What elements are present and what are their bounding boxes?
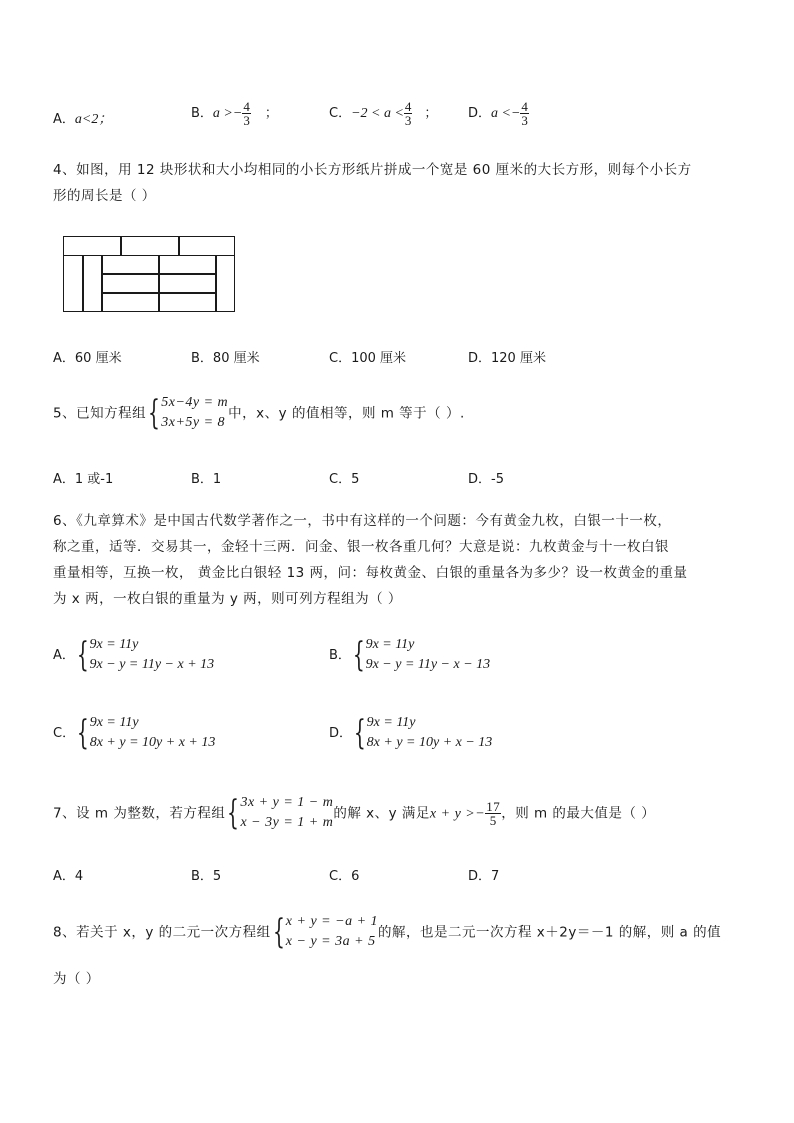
q7-fraction	[485, 800, 501, 827]
q6-option-d-system	[352, 713, 492, 754]
q8-suffix: 的解，也是二元一次方程 x＋2y＝－1 的解，则 a 的值	[378, 924, 722, 941]
q5-eq2: 3x+5y = 8	[161, 415, 226, 431]
q5-eq1: 5x−4y = m	[161, 395, 229, 410]
q6-option-a-system	[75, 635, 214, 676]
q7-mid: 的解 x、y 满足	[333, 805, 430, 822]
q6-option-c-label: C．	[53, 725, 76, 741]
q8-stem	[53, 912, 721, 953]
q7-den: 5	[489, 812, 497, 828]
q5-system	[146, 393, 228, 434]
q5-brace: {	[148, 393, 161, 434]
q3-option-a[interactable]	[53, 108, 112, 128]
q3-option-a-math: a<2；	[74, 112, 113, 127]
q3-option-d-den: 3	[521, 113, 528, 128]
q3-option-a-label: A．	[53, 112, 75, 127]
q4-option-c[interactable]: C．100 厘米	[329, 351, 407, 366]
q7-option-d[interactable]: D．7	[468, 869, 500, 884]
q3-option-c-den: 3	[404, 113, 412, 128]
q8-system	[271, 912, 378, 953]
figure-top-divider-2	[178, 236, 180, 256]
q6-option-c-system	[75, 713, 215, 754]
q3-option-b-fraction	[242, 100, 251, 127]
q5-option-d[interactable]: D．-5	[468, 472, 504, 487]
q8-eq1: x + y = −a + 1	[285, 914, 379, 929]
q3-option-c-post: ；	[424, 106, 438, 121]
q7-option-a[interactable]: A．4	[53, 869, 84, 884]
q8-prefix: 8、若关于 x，y 的二元一次方程组	[53, 924, 271, 941]
q6-option-c-brace: {	[76, 713, 89, 754]
figure-top-divider-1	[120, 236, 122, 256]
q5-option-b[interactable]: B．1	[191, 472, 222, 487]
q6-stem-line1: 6、《九章算术》是中国古代数学著作之一，书中有这样的一个问题：今有黄金九枚，白银一十一枚，	[53, 513, 672, 529]
q3-option-b-num: 4	[243, 99, 250, 114]
q6-option-c[interactable]	[53, 713, 215, 754]
q6-stem-line3: 重量相等，互换一枚， 黄金比白银轻 13 两，问：每枚黄金、白银的重量各为多少？设一枚黄金的重量	[53, 565, 688, 581]
q8-brace: {	[272, 912, 285, 953]
q6-option-d-eq2: 8x + y = 10y + x − 13	[366, 735, 493, 751]
q4-rectangle-figure	[63, 236, 235, 312]
q6-option-a-brace: {	[76, 635, 89, 676]
q4-stem-line2: 形的周长是（ ）	[53, 188, 156, 204]
q4-stem-line1: 4、如图，用 12 块形状和大小均相同的小长方形纸片拼成一个宽是 60 厘米的大长方形，则每个小长方	[53, 162, 692, 178]
q3-option-b-den: 3	[243, 113, 250, 128]
q6-option-b[interactable]	[329, 635, 490, 676]
q6-option-b-eq2: 9x − y = 11y − x − 13	[365, 657, 491, 673]
q3-option-d-fraction	[520, 100, 529, 127]
q7-option-c[interactable]: C．6	[329, 869, 360, 884]
q5-stem	[53, 393, 465, 434]
figure-left-strip-2	[101, 255, 103, 312]
figure-right-column	[215, 255, 217, 312]
q7-eq1: 3x + y = 1 − m	[240, 795, 334, 810]
q3-option-d-pre: a <−	[491, 106, 521, 121]
q7-system	[225, 793, 333, 834]
figure-middle-column	[158, 255, 160, 312]
q3-option-d[interactable]	[468, 100, 529, 127]
q7-option-b[interactable]: B．5	[191, 869, 222, 884]
q7-cond: x + y >−	[429, 806, 486, 822]
q7-stem	[53, 793, 655, 834]
q4-option-b[interactable]: B．80 厘米	[191, 351, 260, 366]
q7-brace: {	[227, 793, 240, 834]
figure-top-row	[63, 236, 235, 256]
q6-option-d-brace: {	[353, 713, 366, 754]
q7-prefix: 7、设 m 为整数，若方程组	[53, 805, 226, 822]
q8-eq2: x − y = 3a + 5	[285, 934, 376, 950]
q5-option-c[interactable]: C．5	[329, 472, 360, 487]
q6-option-a-label: A．	[53, 647, 75, 663]
q6-option-c-eq2: 8x + y = 10y + x + 13	[89, 735, 216, 751]
q6-option-a-eq2: 9x − y = 11y − x + 13	[89, 657, 215, 673]
q3-option-b-pre: a >−	[212, 106, 243, 121]
q3-option-d-num: 4	[521, 99, 528, 114]
q6-option-b-system	[351, 635, 490, 676]
q6-option-d-eq1: 9x = 11y	[366, 715, 416, 730]
q6-stem-line4: 为 x 两，一枚白银的重量为 y 两，则可列方程组为（ ）	[53, 591, 402, 607]
q6-option-b-label: B．	[329, 647, 351, 663]
q3-option-c[interactable]	[329, 100, 437, 127]
q3-option-c-num: 4	[404, 99, 412, 114]
q3-option-c-fraction	[404, 100, 413, 127]
q5-suffix: 中，x、y 的值相等，则 m 等于（ ）.	[228, 405, 465, 422]
q3-option-b-post: ；	[264, 106, 278, 121]
figure-row-line-2	[101, 292, 216, 294]
q4-option-d[interactable]: D．120 厘米	[468, 351, 546, 366]
q3-option-c-pre: −2 < a <	[351, 106, 404, 121]
q6-option-a-eq1: 9x = 11y	[89, 637, 139, 652]
q5-prefix: 5、已知方程组	[53, 405, 147, 422]
q6-option-a[interactable]	[53, 635, 214, 676]
q5-option-a[interactable]: A．1 或-1	[53, 472, 114, 487]
figure-row-line-1	[101, 273, 216, 275]
q7-eq2: x − 3y = 1 + m	[240, 815, 334, 831]
q7-suffix: ，则 m 的最大值是（ ）	[501, 805, 656, 822]
q3-option-b-label: B．	[191, 106, 213, 121]
q6-option-d[interactable]	[329, 713, 492, 754]
q3-option-c-label: C．	[329, 106, 352, 121]
figure-left-strip-1	[82, 255, 84, 312]
q8-stem-line2: 为（ ）	[53, 971, 100, 987]
q6-option-c-eq1: 9x = 11y	[89, 715, 139, 730]
q4-option-a[interactable]: A．60 厘米	[53, 351, 122, 366]
q6-option-b-brace: {	[352, 635, 365, 676]
q6-option-b-eq1: 9x = 11y	[365, 637, 415, 652]
q3-option-d-label: D．	[468, 106, 492, 121]
q6-option-d-label: D．	[329, 725, 353, 741]
q6-stem-line2: 称之重，适等．交易其一，金轻十三两．问金、银一枚各重几何？大意是说：九枚黄金与十一枚白银	[53, 539, 669, 555]
q7-num: 17	[486, 798, 501, 814]
q3-option-b[interactable]	[191, 100, 278, 127]
